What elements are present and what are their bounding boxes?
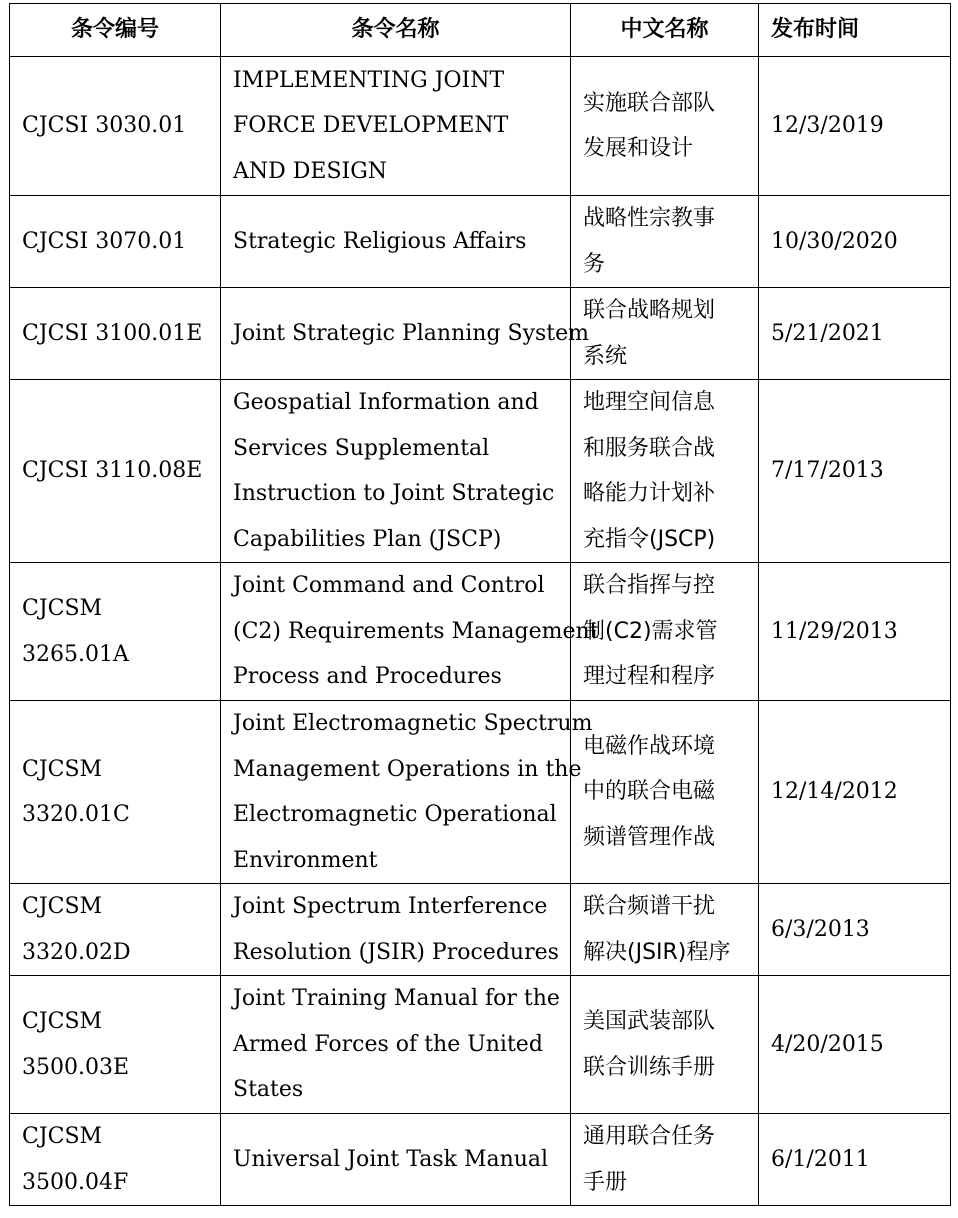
doc-date-cell: 11/29/2013: [759, 563, 951, 701]
doc-id-cell: CJCSM 3500.04F: [10, 1114, 221, 1206]
header-row: [10, 4, 951, 57]
doc-name-line: Joint Command and Control: [233, 573, 545, 599]
doc-zh-name-cell: [571, 563, 759, 701]
doc-zh-name-line: 频谱管理作战: [583, 824, 716, 850]
doc-name-cell: [221, 884, 571, 976]
doc-name-cell: [221, 1114, 571, 1206]
doc-name-line: Strategic Religious Affairs: [233, 228, 527, 254]
doc-zh-name-cell: [571, 380, 759, 563]
doc-zh-name-line: 地理空间信息: [583, 390, 716, 415]
doc-name-line: Management Operations in the: [233, 756, 582, 782]
doc-zh-name-line: 联合战略规划: [583, 298, 716, 323]
doc-name-line: Joint Training Manual for the: [233, 986, 560, 1012]
doc-name-line: Process and Procedures: [233, 664, 502, 690]
table-row: [10, 701, 951, 884]
header-date: 发布时间: [759, 4, 951, 57]
doc-name-cell: [221, 57, 571, 196]
doctrine-table: [9, 3, 951, 1206]
doc-date-cell: 6/1/2011: [759, 1114, 951, 1206]
doc-zh-name-line: 解决(JSIR)程序: [583, 939, 731, 965]
doc-name-line: Joint Spectrum Interference: [233, 894, 548, 919]
table-body: [10, 57, 951, 1206]
doc-id-cell: CJCSI 3100.01E: [10, 288, 221, 380]
doc-zh-name-line: 联合频谱干扰: [583, 894, 716, 919]
doc-name-line: AND DESIGN: [233, 158, 388, 184]
doc-id-cell: CJCSM 3500.03E: [10, 976, 221, 1114]
doc-name-cell: [221, 701, 593, 884]
doc-name-line: Environment: [233, 847, 378, 873]
doc-zh-name-cell: [571, 701, 759, 884]
doc-id-cell: CJCSI 3030.01: [10, 57, 221, 196]
doc-name-line: States: [233, 1077, 304, 1103]
table-row: [10, 884, 951, 976]
table-row: [10, 1114, 951, 1206]
header-zh: 中文名称: [571, 4, 759, 57]
doc-zh-name-line: 和服务联合战: [583, 435, 716, 461]
table-row: [10, 976, 951, 1114]
doc-id-cell: CJCSI 3070.01: [10, 196, 221, 288]
doc-zh-name-cell: [571, 288, 759, 380]
doc-zh-name-cell: [571, 57, 759, 196]
doc-name-cell: [221, 196, 571, 288]
doc-name-line: IMPLEMENTING JOINT: [233, 67, 505, 93]
doc-date-cell: 7/17/2013: [759, 380, 951, 563]
doc-name-line: Resolution (JSIR) Procedures: [233, 939, 559, 965]
table-row: [10, 196, 951, 288]
doc-date-cell: 10/30/2020: [759, 196, 951, 288]
doc-name-line: Joint Electromagnetic Spectrum: [233, 711, 593, 736]
doc-zh-name-line: 中的联合电磁: [583, 779, 716, 805]
doc-zh-name-line: 制(C2)需求管: [583, 618, 718, 644]
doc-zh-name-line: 实施联合部队: [583, 90, 716, 116]
table-row: [10, 57, 951, 196]
doc-name-line: Armed Forces of the United: [233, 1031, 543, 1057]
doc-name-line: Capabilities Plan (JSCP): [233, 526, 502, 552]
doc-zh-name-line: 电磁作战环境: [583, 733, 716, 759]
doc-zh-name-line: 联合指挥与控: [583, 573, 716, 599]
doc-zh-name-line: 系统: [583, 343, 628, 369]
doc-name-line: Joint Strategic Planning System: [233, 320, 590, 346]
table-row: [10, 288, 951, 380]
table-row: [10, 563, 951, 701]
doc-name-line: Instruction to Joint Strategic: [233, 481, 555, 506]
doc-zh-name-line: 发展和设计: [583, 136, 694, 161]
doc-zh-name-cell: [571, 196, 759, 288]
doc-name-line: Electromagnetic Operational: [233, 802, 557, 827]
doc-date-cell: 6/3/2013: [759, 884, 951, 976]
doc-zh-name-line: 战略性宗教事: [583, 206, 716, 231]
doc-date-cell: 5/21/2021: [759, 288, 951, 380]
doc-zh-name-cell: [571, 976, 759, 1114]
header-id: 条令编号: [10, 4, 221, 57]
doc-name-cell: [221, 288, 590, 380]
doc-name-cell: [221, 563, 599, 701]
header-name: 条令名称: [221, 4, 571, 57]
table-row: [10, 380, 951, 563]
doc-zh-name-line: 美国武装部队: [583, 1009, 716, 1034]
doc-date-cell: 12/3/2019: [759, 57, 951, 196]
doc-zh-name-line: 充指令(JSCP): [583, 526, 716, 552]
doc-name-cell: [221, 380, 571, 563]
doc-name-line: Services Supplemental: [233, 435, 490, 461]
doc-name-line: Geospatial Information and: [233, 390, 539, 415]
doc-zh-name-line: 理过程和程序: [583, 664, 716, 690]
doc-id-cell: CJCSM 3265.01A: [10, 563, 221, 701]
doc-date-cell: 12/14/2012: [759, 701, 951, 884]
doc-date-cell: 4/20/2015: [759, 976, 951, 1114]
doc-id-cell: CJCSM 3320.02D: [10, 884, 221, 976]
doc-zh-name-line: 略能力计划补: [583, 481, 716, 506]
doc-name-line: FORCE DEVELOPMENT: [233, 113, 509, 139]
doc-zh-name-line: 务: [583, 251, 606, 277]
doc-name-line: Universal Joint Task Manual: [233, 1146, 549, 1172]
doc-zh-name-line: 联合训练手册: [583, 1054, 716, 1080]
doc-zh-name-cell: [571, 884, 759, 976]
doc-zh-name-cell: [571, 1114, 759, 1206]
doc-zh-name-line: 手册: [583, 1169, 628, 1195]
doc-zh-name-line: 通用联合任务: [583, 1124, 716, 1149]
doc-name-line: (C2) Requirements Management: [233, 618, 599, 644]
doc-name-cell: [221, 976, 571, 1114]
doc-id-cell: CJCSM 3320.01C: [10, 701, 221, 884]
doc-id-cell: CJCSI 3110.08E: [10, 380, 221, 563]
